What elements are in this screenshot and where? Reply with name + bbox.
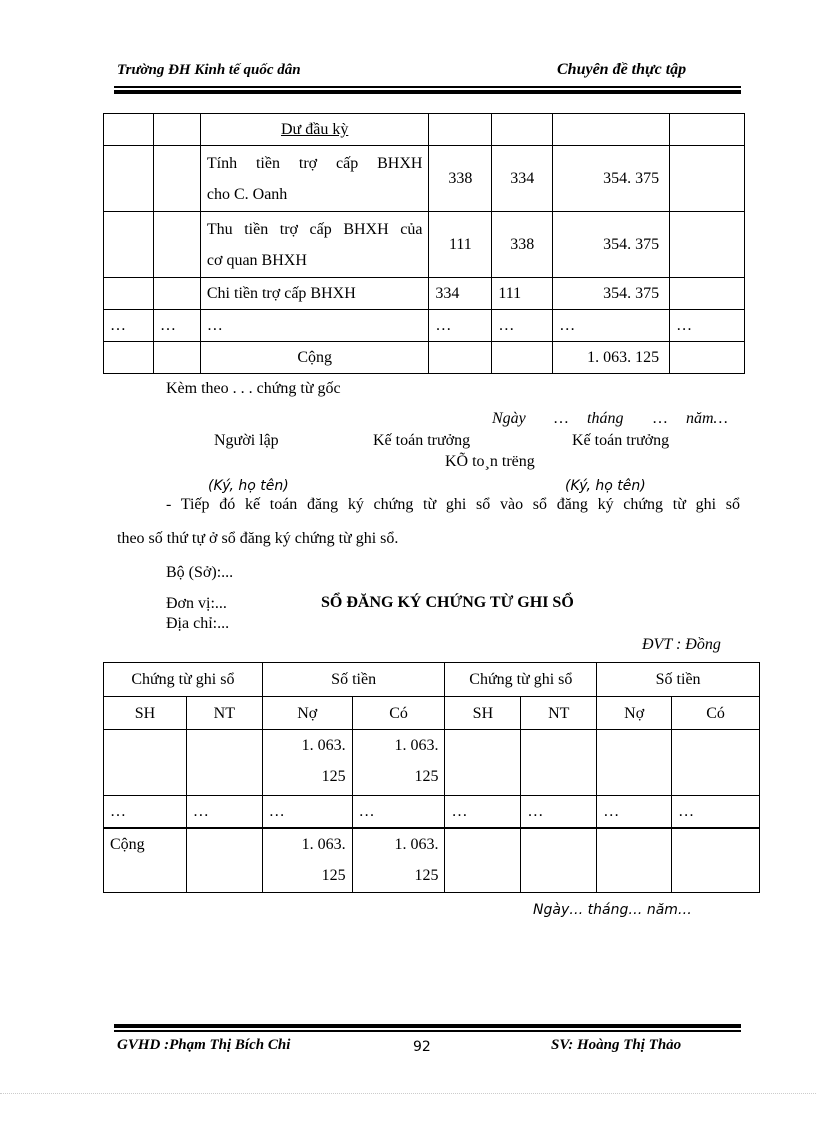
table-row	[104, 146, 745, 212]
column-group-header: Số tiền	[262, 663, 445, 697]
row-desc: cơ quan BHXH	[206, 251, 307, 269]
paragraph-line-1: - Tiếp đó kế toán đăng ký chứng từ ghi sổ vào sổ đăng ký chứng từ ghi sổ	[166, 496, 740, 513]
date-line-2: Ngày… tháng… năm…	[533, 902, 692, 918]
column-header: NT	[521, 697, 597, 730]
sign-note: (Ký, họ tên)	[565, 478, 646, 494]
row-desc: Tính tiền trợ cấp BHXH	[206, 154, 423, 172]
table-row	[104, 730, 760, 796]
footer-rule-thin	[114, 1030, 741, 1032]
amount: 354. 375	[553, 278, 670, 310]
signer-garbled: KÕ to¸n trëng	[445, 453, 535, 470]
row-desc: cho C. Oanh	[206, 185, 288, 203]
column-header: Có	[352, 697, 445, 730]
table-row: … … … … … … …	[104, 310, 745, 342]
total-label: Cộng	[200, 342, 429, 374]
header-rule-thin	[114, 86, 741, 88]
credit-amount: 1. 063.	[394, 737, 439, 754]
date-nam: năm…	[686, 410, 728, 427]
footer-rule-thick	[114, 1024, 741, 1028]
column-group-header: Số tiền	[597, 663, 760, 697]
column-header: SH	[445, 697, 521, 730]
table-header-row	[104, 663, 760, 697]
total-credit: 1. 063.	[394, 836, 439, 853]
table-row	[104, 828, 760, 892]
table-row	[104, 278, 745, 310]
table-row	[104, 114, 745, 146]
debit-account: 334	[429, 278, 492, 310]
total-credit: 125	[414, 867, 439, 884]
date-ngay: Ngày	[492, 410, 526, 427]
credit-amount: 125	[414, 768, 439, 785]
signer-chief-accountant: Kế toán trưởng	[373, 432, 471, 449]
page-edge	[0, 1093, 816, 1094]
org-ministry: Bộ (Sở):...	[166, 564, 234, 581]
column-header: Nợ	[262, 697, 352, 730]
footer-student: SV: Hoàng Thị Thảo	[551, 1037, 682, 1053]
credit-account: 111	[492, 278, 553, 310]
signer-preparer: Người lập	[214, 432, 279, 449]
table-header-row	[104, 697, 760, 730]
org-unit: Đơn vị:...	[166, 595, 227, 612]
column-header: Có	[672, 697, 760, 730]
paragraph-line-2: theo số thứ tự ở sổ đăng ký chứng từ ghi sổ.	[117, 530, 399, 547]
debit-amount: 125	[321, 768, 346, 785]
column-header: Nợ	[597, 697, 672, 730]
opening-balance-label: Dư đầu kỳ	[280, 121, 349, 138]
table-row	[104, 212, 745, 278]
amount: 354. 375	[553, 212, 670, 278]
register-title: SỔ ĐĂNG KÝ CHỨNG TỪ GHI SỔ	[321, 594, 574, 611]
row-desc: Chi tiền trợ cấp BHXH	[200, 278, 429, 310]
header-rule-thick	[114, 90, 741, 94]
column-group-header: Chứng từ ghi sổ	[445, 663, 597, 697]
amount: 354. 375	[553, 146, 670, 212]
date-dots: …	[652, 410, 668, 427]
column-group-header: Chứng từ ghi sổ	[104, 663, 263, 697]
register-table	[103, 662, 760, 893]
header-title: Chuyên đề thực tập	[557, 61, 687, 78]
footer-advisor: GVHD :Phạm Thị Bích Chi	[117, 1037, 291, 1053]
debit-account: 338	[429, 146, 492, 212]
voucher-table	[103, 113, 745, 374]
attachment-note: Kèm theo . . . chứng từ gốc	[166, 380, 341, 397]
org-address: Địa chỉ:...	[166, 615, 230, 632]
total-debit: 1. 063.	[301, 836, 346, 853]
sign-note: (Ký, họ tên)	[208, 478, 289, 494]
total-debit: 125	[321, 867, 346, 884]
unit-note: ĐVT : Đồng	[642, 636, 721, 653]
row-desc: Thu tiền trợ cấp BHXH của	[206, 220, 423, 238]
credit-account: 334	[492, 146, 553, 212]
table-row: … … … … … … … …	[104, 796, 760, 829]
total-label: Cộng	[104, 828, 187, 892]
header-school: Trường ĐH Kinh tế quốc dân	[117, 62, 301, 78]
column-header: NT	[186, 697, 262, 730]
debit-amount: 1. 063.	[301, 737, 346, 754]
date-thang: tháng	[587, 410, 624, 427]
credit-account: 338	[492, 212, 553, 278]
total-amount: 1. 063. 125	[553, 342, 670, 374]
page-number: 92	[413, 1039, 431, 1055]
signer-chief-accountant-2: Kế toán trưởng	[572, 432, 670, 449]
column-header: SH	[104, 697, 187, 730]
date-dots: …	[553, 410, 569, 427]
debit-account: 111	[429, 212, 492, 278]
table-row	[104, 342, 745, 374]
